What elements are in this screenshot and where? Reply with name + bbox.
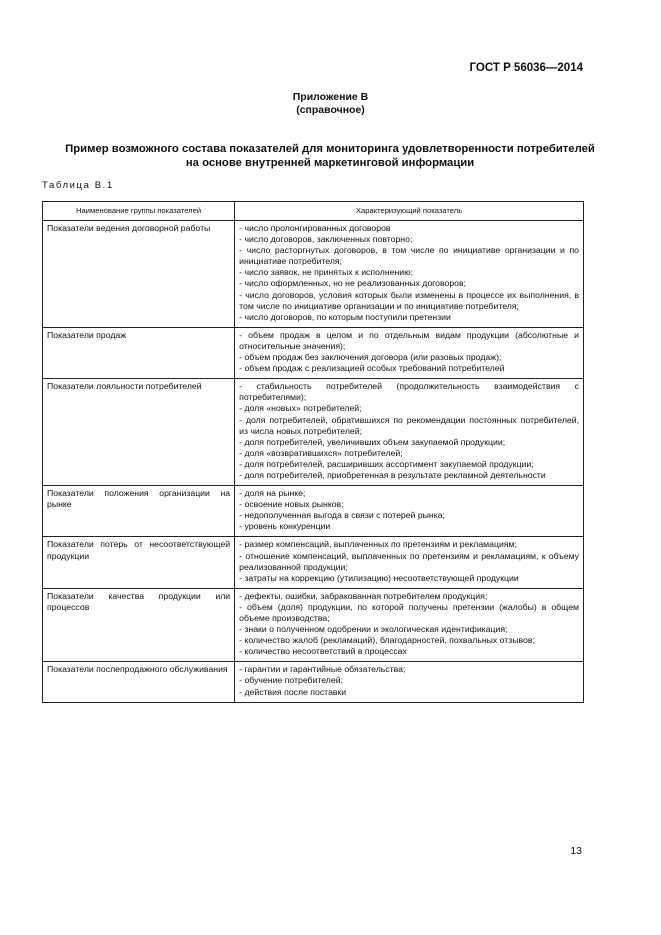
- table-row: [43, 327, 584, 378]
- indicator-item: - дефекты, ошибки, забракованная потребителем продукция;: [239, 590, 488, 601]
- indicator-item: - число договоров, заключенных повторно;: [239, 234, 413, 245]
- indicator-list: [235, 662, 584, 702]
- indicator-group-name: Показатели ведения договорной работы: [43, 221, 235, 328]
- column-header-indicator: Характеризующий показатель: [235, 202, 584, 221]
- table-row: [43, 379, 584, 486]
- appendix-heading: [0, 91, 661, 117]
- indicator-group-name: Показатели послепродажного обслуживания: [43, 662, 235, 702]
- indicator-item: - доля на рынке;: [239, 488, 306, 499]
- indicator-list: [235, 588, 584, 662]
- indicator-list: [235, 537, 584, 588]
- title-line-2: на основе внутренней маркетинговой информации: [185, 157, 475, 169]
- indicator-item: - число договоров, по которым поступили претензии: [239, 311, 451, 322]
- indicator-item: - действия после поставки: [239, 686, 347, 697]
- indicator-item: - доля потребителей, увеличивших объем закупаемой продукции;: [239, 436, 506, 447]
- indicator-item: - гарантии и гарантийные обязательства;: [239, 664, 406, 675]
- table-row: [43, 221, 584, 328]
- indicator-item: - доля потребителей, расширивших ассортимент закупаемой продукции;: [239, 458, 534, 469]
- indicator-item: - число расторгнутых договоров, в том числе по инициативе организации и по инициативе потребителя;: [239, 245, 579, 267]
- table-row: [43, 588, 584, 662]
- indicator-item: - стабильность потребителей (продолжительность взаимодействия с потребителями);: [239, 381, 579, 403]
- table-row: [43, 486, 584, 537]
- indicator-item: - количество жалоб (рекламаций), благодарностей, похвальных отзывов;: [239, 635, 535, 646]
- indicator-item: - обучение потребителей;: [239, 675, 343, 686]
- indicator-item: - число оформленных, но не реализованных договоров;: [239, 278, 467, 289]
- title-line-1: Пример возможного состава показателей для мониторинга удовлетворенности потребителей: [65, 143, 595, 155]
- indicator-item: - затраты на коррекцию (утилизацию) несоответствующей продукции: [239, 572, 519, 583]
- indicator-item: - количество несоответствий в процессах: [239, 646, 407, 657]
- indicators-table: [42, 201, 584, 703]
- indicator-item: - доля «возвратившихся» потребителей;: [239, 447, 403, 458]
- indicator-item: - доля потребителей, обратившихся по рекомендации постоянных потребителей, из числа новых потребителей;: [239, 414, 579, 436]
- indicator-item: - число заявок, не принятых к исполнению;: [239, 267, 414, 278]
- appendix-label: Приложение В: [292, 91, 369, 103]
- indicator-group-name: Показатели лояльности потребителей: [43, 379, 235, 486]
- indicator-group-name: Показатели продаж: [43, 327, 235, 378]
- standard-designation: ГОСТ Р 56036—2014: [469, 62, 583, 74]
- indicator-group-name: Показатели качества продукции или процессов: [43, 588, 235, 662]
- table-row: [43, 537, 584, 588]
- indicator-group-name: Показатели потерь от несоответствующей продукции: [43, 537, 235, 588]
- table-header-row: [43, 202, 584, 221]
- indicator-item: - знаки о полученном одобрении и экологическая идентификация;: [239, 624, 508, 635]
- indicator-list: [235, 327, 584, 378]
- indicator-item: - число пролонгированных договоров: [239, 223, 391, 233]
- indicator-list: [235, 379, 584, 486]
- indicator-item: - объем продаж с реализацией особых требований потребителей: [239, 363, 505, 374]
- indicator-item: - размер компенсаций, выплаченных по претензиям и рекламациям;: [239, 539, 517, 550]
- document-title: [40, 142, 620, 170]
- indicator-item: - освоение новых рынков;: [239, 499, 344, 510]
- appendix-note: (справочное): [296, 104, 365, 116]
- indicator-item: - объем продаж в целом и по отдельным видам продукции (абсолютные и относительные значения);: [239, 329, 579, 351]
- table-body: [43, 221, 584, 703]
- indicator-list: [235, 221, 584, 328]
- indicator-item: - объем продаж без заключения договора (или разовых продаж);: [239, 352, 502, 363]
- table-row: [43, 662, 584, 702]
- indicator-list: [235, 486, 584, 537]
- table-label: Таблица В.1: [42, 180, 114, 191]
- indicator-item: - уровень конкуренции: [239, 521, 331, 532]
- indicator-group-name: Показатели положения организации на рынке: [43, 486, 235, 537]
- indicator-item: - отношение компенсаций, выплаченных по претензиям и рекламациям, к объему реализованной продукции;: [239, 550, 579, 572]
- indicator-item: - доля потребителей, приобретенная в результате рекламной деятельности: [239, 469, 546, 480]
- column-header-group: Наименование группы показателей: [43, 202, 235, 221]
- indicator-item: - доля «новых» потребителей;: [239, 403, 362, 414]
- indicator-item: - число договоров, условия которых были изменены в процессе их выполнения, в том числе по инициативе организации и по инициативе потребителя;: [239, 289, 579, 311]
- page-number: 13: [570, 845, 582, 857]
- indicator-item: - недополученная выгода в связи с потерей рынка;: [239, 510, 445, 521]
- indicator-item: - объем (доля) продукции, по которой получены претензии (жалобы) в общем объеме производства;: [239, 601, 579, 623]
